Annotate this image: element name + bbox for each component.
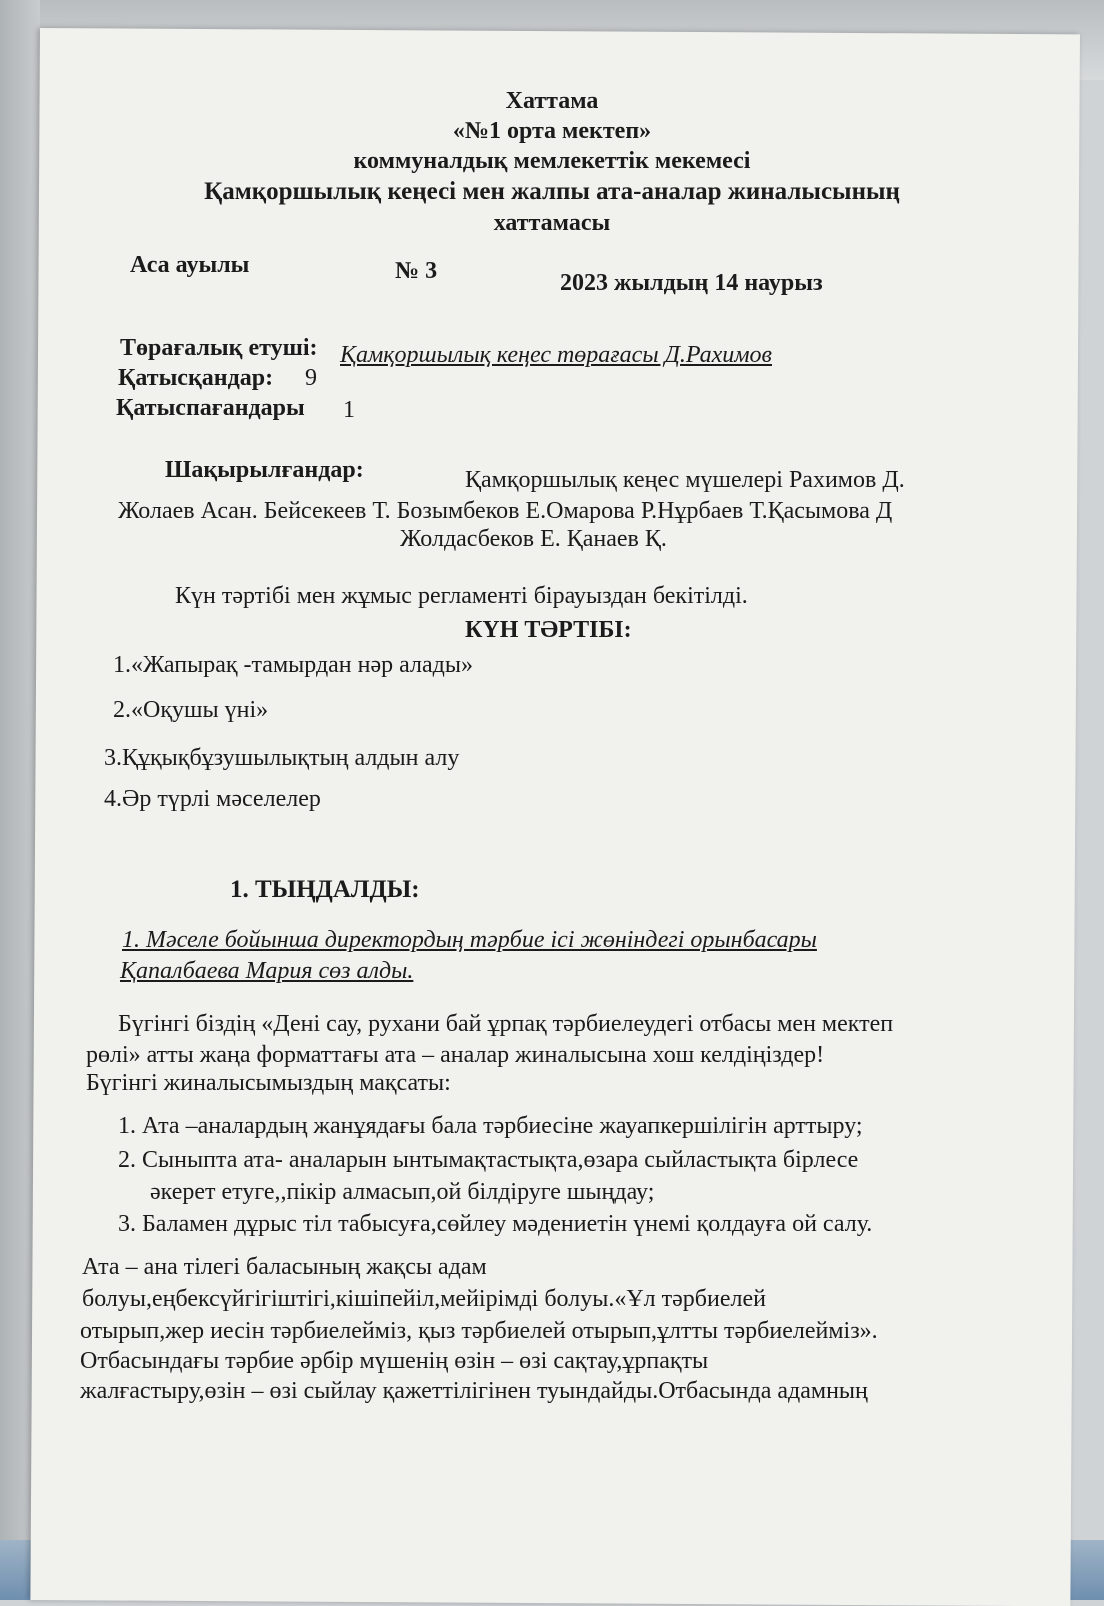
para1-line-2: рөлі» атты жаңа форматтағы ата – аналар жиналысына хош келдіңіздер!	[86, 1042, 825, 1068]
para1-line-3: Бүгінгі жиналысымыздың мақсаты:	[86, 1070, 451, 1096]
agenda-item-2: 2.«Оқушы үні»	[113, 697, 269, 723]
chair-value: Қамқоршылық кеңес төрағасы Д.Рахимов	[340, 342, 772, 368]
speaker-line-1: 1. Мәселе бойынша директордың тәрбие ісі жөніндегі орынбасары	[122, 927, 817, 953]
institution-type: коммуналдық мемлекеттік мекемесі	[353, 148, 751, 174]
agenda-item-1: 1.«Жапырақ -тамырдан нәр алады»	[113, 652, 473, 678]
council-title: Қамқоршылық кеңесі мен жалпы ата-аналар жиналысының	[204, 178, 900, 205]
para2-line-5: жалғастыру,өзін – өзі сыйлау қажеттілігінен туындайды.Отбасында адамның	[80, 1378, 868, 1404]
para2-line-1: Ата – ана тілегі баласының жақсы адам	[82, 1254, 487, 1280]
meta-place: Аса ауылы	[130, 252, 250, 278]
para2-line-4: Отбасындағы тәрбие әрбір мүшенің өзін – өзі сақтау,ұрпақты	[80, 1348, 709, 1374]
present-value: 9	[305, 365, 317, 391]
meta-number: № 3	[395, 258, 438, 284]
section1-heading: 1. ТЫҢДАЛДЫ:	[230, 876, 420, 903]
invited-line-3: Жолдасбеков Е. Қанаев Қ.	[400, 526, 667, 552]
school-name: «№1 орта мектеп»	[452, 118, 652, 144]
absent-label: Қатыспағандары	[116, 395, 305, 421]
para2-line-2: болуы,еңбексүйгігіштігі,кішіпейіл,мейірімді болуы.«Ұл тәрбиелей	[82, 1286, 766, 1312]
goal-2: 2. Сыныпта ата- аналарын ынтымақтастықта,өзара сыйластықта бірлесе	[118, 1147, 859, 1173]
goal-3: 3. Баламен дұрыс тіл табысуға,сөйлеу мәдениетін үнемі қолдауға ой салу.	[118, 1211, 873, 1237]
doc-title: Хаттама	[505, 88, 599, 114]
meta-date: 2023 жылдың 14 наурыз	[560, 270, 823, 296]
present-label: Қатысқандар:	[118, 365, 274, 391]
invited-label: Шақырылғандар:	[165, 457, 364, 483]
goal-2-cont: әкерет етуге,,пікір алмасып,ой білдіруге шыңдау;	[150, 1179, 655, 1205]
agenda-heading: КҮН ТӘРТІБІ:	[465, 617, 632, 643]
para2-line-3: отырып,жер иесін тәрбиелейміз, қыз тәрбиелей отырып,ұлтты тәрбиелейміз».	[80, 1318, 878, 1344]
goal-1: 1. Ата –аналардың жанұядағы бала тәрбиесіне жауапкершілігін арттыру;	[118, 1113, 863, 1139]
invited-line-1: Қамқоршылық кеңес мүшелері Рахимов Д.	[465, 467, 905, 493]
speaker-line-2: Қапалбаева Мария сөз алды.	[120, 958, 414, 984]
agenda-approved: Күн тәртібі мен жұмыс регламенті бірауыздан бекітілді.	[175, 583, 748, 609]
invited-line-2: Жолаев Асан. Бейсекеев Т. Бозымбеков Е.Омарова Р.Нұрбаев Т.Қасымова Д	[118, 498, 893, 524]
para1-line-1: Бүгінгі біздің «Дені сау, рухани бай ұрпақ тәрбиелеудегі отбасы мен мектеп	[118, 1011, 894, 1037]
chair-label: Төрағалық етуші:	[120, 335, 318, 361]
agenda-item-4: 4.Әр түрлі мәселелер	[104, 786, 321, 812]
minutes-word: хаттамасы	[493, 210, 611, 236]
agenda-item-3: 3.Құқықбұзушылықтың алдын алу	[104, 745, 460, 771]
absent-value: 1	[343, 397, 355, 423]
